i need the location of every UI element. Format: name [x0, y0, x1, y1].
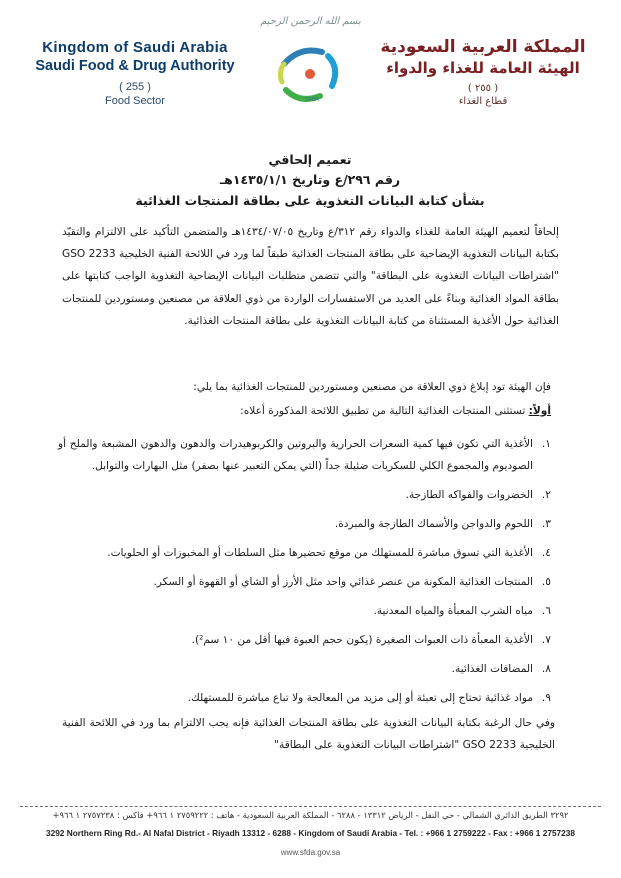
list-item-text: الخضروات والفواكه الطازجة.	[405, 489, 533, 501]
list-item-text: مياه الشرب المعبأة والمياه المعدنية.	[373, 605, 533, 617]
list-item	[58, 658, 551, 680]
first-clause	[62, 400, 551, 422]
first-clause-label: أولاً:	[528, 405, 551, 417]
list-item-number: ٥.	[541, 576, 551, 588]
list-item-number: ١.	[541, 438, 551, 450]
footer-english-address: 3292 Northern Ring Rd.- Al Nafal District - Riyadh 13312 - 6288 - Kingdom of Saudi Arabia - Tel. : +966 1 2759222 - Fax : +966 1 2757238	[45, 828, 576, 838]
list-item-text: المضافات الغذائية.	[451, 663, 533, 675]
list-item-text: مواد غذائية تحتاج إلى تعبئة أو إلى مزيد من المعالجة ولا تباع مباشرة للمستهلك.	[187, 692, 533, 704]
list-item-number: ٨.	[541, 663, 551, 675]
footer-arabic-address: ٣٢٩٢ الطريق الدائري الشمالي - حي النفل - الرياض ١٣٣١٢ - ٦٢٨٨ - المملكة العربية السعودية - هاتف : ٢٧٥٩٢٢٢ ١ ٩٦٦+ فاكس : ٢٧٥٧٢٣٨ ١ ٩٦٦+	[52, 810, 569, 820]
list-item	[58, 687, 551, 709]
ar-authority: الهيئة العامة للغذاء والدواء	[386, 59, 580, 77]
list-item-text: الأغذية التي تكون فيها كمية السعرات الحرارية والبروتين والكربوهيدرات والدهون والدهون المشبعة والملح أو الصوديوم والمجموع الكلي للسكريات ضئيلة جداً (التي يمكن التعبير عنها بصفر) مثل البهارات والتوابل.	[58, 438, 533, 472]
ar-country: المملكة العربية السعودية	[380, 37, 586, 57]
en-code: ( 255 )	[119, 81, 151, 93]
first-clause-text: تستثنى المنتجات الغذائية التالية من تطبيق اللائحة المذكورة أعلاه:	[240, 405, 529, 417]
intro-paragraph: إلحاقاً لتعميم الهيئة العامة للغذاء والدواء رقم ٣١٢/ع وتاريخ ١٤٣٤/٠٧/٠٥هـ والمتضمن التأكيد على الالتزام والتقيّد بكتابة البيانات التغذوية الإيضاحية على بطاقة المنتجات الغذائية طبقاً لما ورد في اللائحة الفنية الخليجية GSO 2233 "اشتراطات البيانات التغذوية على البطاقة" والتي تتضمن متطلبات البيانات الإيضاحية التغذوية الواجب كتابتها على بطاقة المواد الغذائية وبناءً على العديد من الاستفسارات الواردة من ذوي العلاقة من مصنعين ومستوردين للمنتجات الغذائية حول الأغذية المستثناة من كتابة البيانات التغذوية على بطاقة المنتجات الغذائية.	[62, 226, 559, 327]
logo-caption: SFDA	[305, 97, 319, 103]
list-item-number: ٤.	[541, 547, 551, 559]
list-item-text: الأغذية المعبأة ذات العبوات الصغيرة (يكون حجم العبوة فيها أقل من ١٠ سم²).	[191, 634, 533, 646]
footer-divider	[20, 806, 601, 807]
arabic-letterhead	[373, 36, 593, 108]
basmala: بسم الله الرحمن الرحيم	[260, 16, 361, 27]
en-authority: Saudi Food & Drug Authority	[35, 58, 235, 74]
document-type: تعميم إلحاقي	[268, 152, 352, 167]
ar-sector: قطاع الغذاء	[458, 96, 508, 107]
english-letterhead	[30, 38, 240, 108]
en-country: Kingdom of Saudi Arabia	[42, 39, 228, 56]
list-item-text: المنتجات الغذائية المكونة من عنصر غذائي واحد مثل الأرز أو الشاي أو القهوة أو السكر.	[153, 576, 533, 588]
list-item	[58, 513, 551, 535]
list-item-number: ٩.	[541, 692, 551, 704]
footer-website-link[interactable]: www.sfda.gov.sa	[280, 848, 341, 857]
list-item	[58, 571, 551, 593]
notify-paragraph: فإن الهيئة تود إبلاغ ذوي العلاقة من مصنعين ومستوردين للمنتجات الغذائية بما يلي:	[193, 381, 551, 393]
list-item-text: الأغذية التي تسوق مباشرة للمستهلك من موقع تحضيرها مثل السلطات أو المخبوزات أو الحلويات.	[107, 547, 533, 559]
exemptions-list	[58, 433, 551, 716]
list-item-text: اللحوم والدواجن والأسماك الطازجة والمبردة.	[334, 518, 533, 530]
en-sector: Food Sector	[105, 95, 165, 107]
ar-code: ( ٢٥٥ )	[467, 83, 499, 94]
document-subject: بشأن كتابة البيانات التغذوية على بطاقة المنتجات الغذائية	[135, 193, 485, 208]
circular-number: رقم ٢٩٦/ع وتاريخ ١٤٣٥/١/١هـ	[219, 172, 401, 187]
list-item-number: ٢.	[541, 489, 551, 501]
list-item	[58, 542, 551, 564]
list-item	[58, 433, 551, 477]
closing-paragraph: وفي حال الرغبة بكتابة البيانات التغذوية على بطاقة المنتجات الغذائية فإنه يجب الالتزام بما ورد في اللائحة الفنية الخليجية GSO 2233 "اشتراطات البيانات التغذوية على البطاقة"	[62, 717, 555, 752]
list-item-number: ٣.	[541, 518, 551, 530]
list-item	[58, 600, 551, 622]
list-item-number: ٧.	[541, 634, 551, 646]
list-item	[58, 629, 551, 651]
list-item	[58, 484, 551, 506]
list-item-number: ٦.	[541, 605, 551, 617]
